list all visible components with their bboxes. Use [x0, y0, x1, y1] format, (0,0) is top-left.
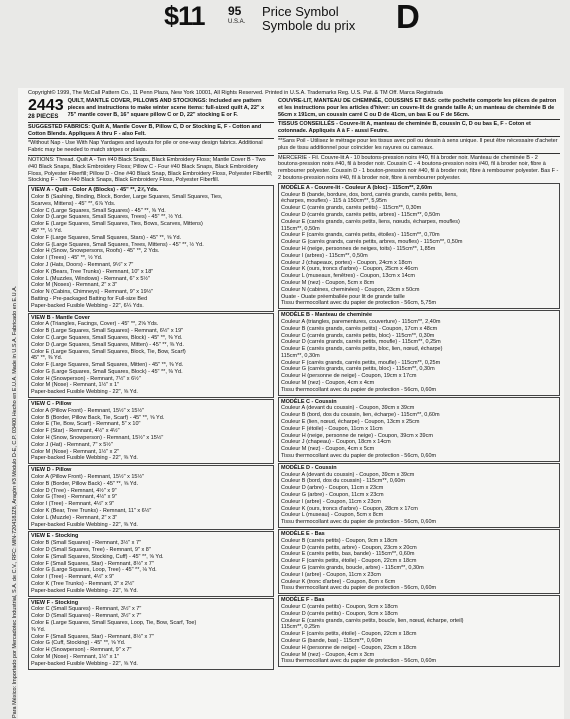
model-line: Couleur E (carrés grands, carrés petits, liens, nœuds, écharpes, moufles): [281, 218, 460, 225]
model-line: Couleur H (personne de neige) - Coupon, 19cm x 17cm: [281, 373, 417, 380]
model-line: Couleur H (neige, personnes de neiges, toits) - 115cm**, 1,85m: [281, 245, 436, 252]
view-line: Color F (Large Squares, Small Squares, Stars) - 45" **, ⅝ Yd.: [31, 234, 182, 241]
model-line: 115cm**, 0,30m: [281, 352, 320, 359]
view-line: Scarves, Mittens) - 45" **, 6⅞ Yds.: [31, 200, 116, 207]
model-line: Couleur E (lien, nœud, écharpe) - Coupon, 13cm x 25cm: [281, 419, 420, 426]
model-line: Couleur L (museaux, fenêtres) - Coupon, 13cm x 14cm: [281, 273, 415, 280]
price-symbol-fr: Symbole du prix: [262, 18, 356, 33]
model-line: Couleur K (ours, troncs d'arbre) - Coupon, 28cm x 17cm: [281, 505, 418, 512]
model-line: Couleur E (carrés grands, carrés petits, bloc, lien, nœud, écharpe): [281, 346, 443, 353]
view-line: Color E (Large Squares, Small Squares, Block, Tie, Bow, Scarf): [31, 348, 186, 355]
view-line: Color E (Small Squares, Stocking, Cuff) - 45" **, ⅝ Yd.: [31, 553, 164, 560]
model-line: Couleur C (carrés petits) - Coupon, 9cm x 18cm: [281, 603, 398, 610]
model-line: Couleur A (devant du coussin) - Coupon, 39cm x 39cm: [281, 471, 415, 478]
model-line: Couleur G (carrés grands, boucle, arbre) - 115cm**, 0,30m: [281, 565, 424, 571]
view-line: Color B (Sashing, Binding, Block, Border, Large Squares, Small Squares, Ties,: [31, 193, 223, 200]
view-line: Color I (Tree) - Remnant, 4½" x 9": [31, 501, 115, 508]
view-line: Color K (Tree Trunks) - Remnant, 3" x 2½": [31, 581, 135, 587]
model-line: Couleur G (carrés grands, carrés petits, bloc) - 115cm**, 0,30m: [281, 366, 435, 373]
view-line: Color C (Small Squares) - Remnant, 3½" x 7": [31, 606, 142, 613]
model-line: écharpes, moufles) - 115 à 150cm**, 5,95m: [281, 198, 387, 205]
view-line: Paper-backed Fusible Webbing - 22", ⅝ Yd.: [31, 660, 138, 667]
import-text: Para México: Importado por Mercadotec Industrial, S.A. de C.V., RFC: MIN-720418JZ8, Aragón #3 Módulo D-E, C.P. 03400 Hecho en E.U.A. Made in U.S.A. Fabricado en E.U.A.: [12, 285, 18, 718]
model-line: Couleur I (arbres) - 115cm**, 0,50m: [281, 252, 368, 259]
view-line: Color M (Nose) - Remnant, 1½" x 1": [31, 382, 119, 389]
model-line: 115cm**, 0,50m: [281, 225, 320, 232]
model-line: Couleur B (carrés grands, carrés petits) - Coupon, 17cm x 48cm: [281, 325, 438, 332]
model-line: Couleur A (devant du coussin) - Coupon, 39cm x 39cm: [281, 405, 415, 412]
model-line: Tissu thermocollant avec du papier de protection - 56cm, 0,60m: [281, 453, 437, 460]
view-block: [28, 598, 274, 670]
price-symbol-letter: D: [396, 0, 420, 35]
model-block: [278, 397, 560, 462]
model-line: Couleur K (tronc d'arbre) - Coupon, 8cm x 6cm: [281, 578, 396, 585]
model-line: Couleur G (arbre) - Coupon, 11cm x 23cm: [281, 492, 384, 499]
view-line: Color E (Large Squares, Small Squares, Ties, Bows, Scarves, Mittens): [31, 221, 203, 228]
view-line: Color J (Hats, Doors) - Remnant, 9½" x 7": [31, 261, 134, 268]
model-line: Couleur M (nez) - Coupon, 5cm x 8cm: [281, 279, 375, 286]
view-line: Paper-backed Fusible Webbing - 22", ⅝ Yd.: [31, 389, 138, 396]
view-line: ⅜ Yd.: [31, 626, 46, 633]
view-line: Color F (Small Squares, Star) - Remnant, 8½" x 7": [31, 560, 154, 567]
model-line: Couleur G (carrés grands, carrés petits, arbres, moufles) - 115cm**, 0,50m: [281, 239, 463, 246]
view-line: Color N (Cabins, Chimneys) - Remnant, 9" x 19½": [31, 289, 154, 296]
view-line: Color A (Triangles, Facings, Cover) - 45" **, 2⅝ Yds.: [31, 321, 159, 328]
price-cents: 95: [228, 4, 242, 18]
french-fabrics: TISSUS CONSEILLÉS - Couvre-lit A, manteau de cheminée B, coussin C, D ou bas E, F - Coton et cotonnade. Appliqués A à F - aussi Feutre.: [278, 121, 531, 135]
price-country: U.S.A.: [228, 19, 246, 25]
view-line: Color I (Trees) - 45" **, ½ Yd.: [31, 255, 103, 262]
model-line: Couleur F (carrés grands, carrés petits, étoiles) - 115cm**, 0,70m: [281, 232, 440, 239]
view-line: Color A (Pillow Front) - Remnant, 15½" x 15½": [31, 407, 145, 414]
view-line: Color G (Large Squares, Loop, Tree) - 45" **, ⅛ Yd.: [31, 567, 157, 574]
model-block: [278, 310, 560, 396]
model-list: [278, 183, 560, 667]
model-line: Couleur G (bande, bas) - 115cm**, 0,60m: [281, 637, 383, 644]
price-dollars: $11: [164, 1, 205, 31]
view-line: Color H (Snowperson) - Remnant, 9" x 7": [31, 647, 132, 654]
view-line: Color J (Hat) - Remnant, 7" x 5½": [31, 441, 113, 448]
view-block: [28, 399, 274, 464]
model-title: MODÈLE E - Bas: [281, 531, 325, 538]
model-line: 115cm**, 0,25m: [281, 624, 320, 631]
view-line: Batting - Pre-packaged Batting for Full-size Bed: [31, 295, 148, 302]
view-line: Color H (Snowperson) - Remnant, 7½" x 6½": [31, 375, 141, 382]
view-line: Color G (Cuff, Stocking) - 45" **, ⅝ Yd.: [31, 640, 126, 647]
view-line: Color D (Large Squares, Small Squares, Trees) - 45" **, ½ Yd.: [31, 214, 183, 221]
pattern-description: QUILT, MANTLE COVER, PILLOWS AND STOCKINGS: Included are pattern pieces and instructions to make winter scene items: full-sized quilt A, 22" x 75" mantle cover B, 16" square pillow C or D, 22" stocking E or F.: [67, 98, 265, 118]
pattern-pieces: 28 PIECES: [28, 114, 59, 120]
model-line: Couleur K (ours, troncs d'arbre) - Coupon, 25cm x 46cm: [281, 266, 418, 273]
model-line: Couleur F (carrés petits, étoile) - Coupon, 22cm x 18cm: [281, 631, 417, 638]
model-line: Couleur F (carrés petits, étoile) - Coupon, 22cm x 18cm: [281, 558, 417, 565]
model-line: Couleur B (bord, dos du coussin, lien, écharpe) - 115cm**, 0,60m: [281, 412, 440, 419]
model-line: Couleur J (chapeaux, portes) - Coupon, 24cm x 18cm: [281, 259, 412, 266]
view-line: Color L (Muzzles, Windows) - Remnant, 6" x 5½": [31, 275, 150, 282]
model-line: Couleur N (cabines, cheminées) - Coupon, 23cm x 50cm: [281, 286, 420, 293]
view-line: Color D (Small Squares) - Remnant, 3½" x 7": [31, 613, 142, 620]
model-line: Couleur D (carrés grands, carrés petits, moufle) - 115cm**, 0,25m: [281, 339, 441, 346]
pattern-header: [28, 98, 274, 121]
model-line: Couleur H (personne de neige) - Coupon, 23cm x 18cm: [281, 644, 417, 651]
view-line: Color F (Star) - Remnant, 4½" x 4½": [31, 428, 120, 435]
price-symbol-label: [262, 5, 355, 33]
model-line: Tissu thermocollant avec du papier de protection - 56cm, 0,60m: [281, 519, 437, 526]
view-block: [28, 313, 274, 399]
view-line: Color B (Large Squares, Small Squares) - Remnant, 6½" x 19": [31, 328, 184, 335]
model-line: Couleur D (carrés petits, arbre) - Coupon, 23cm x 20cm: [281, 544, 417, 551]
english-column: [28, 98, 274, 670]
model-line: Ouate - Ouate préemballée pour lit de grande taille: [281, 293, 405, 300]
view-line: Color D (Large Squares, Small Squares, Mitten) - 45" **, ⅜ Yd.: [31, 341, 184, 348]
copyright-line: Copyright© 1999, The McCall Pattern Co., 11 Penn Plaza, New York 10001, All Rights Reserved. Printed in U.S.A. Trademarks Reg. U.S. Pat. & TM Off. Marca Registrada: [28, 90, 443, 96]
view-line: Color D (Tree) - Remnant, 4½" x 9": [31, 487, 117, 494]
model-title: MODÈLE C - Coussin: [281, 398, 337, 405]
view-title: VIEW F - Stocking: [31, 599, 79, 606]
model-line: Couleur L (museau) - Coupon, 5cm x 8cm: [281, 512, 384, 519]
view-line: Color K (Bears, Tree Trunks) - Remnant, 10" x 18": [31, 268, 154, 275]
french-title: COUVRE-LIT, MANTEAU DE CHEMINÉE, COUSSINS ET BAS: cette pochette comporte les pièces de patron et les instructions pour les articles d'hiver: un couvre-lit de grande taille A; un manteau de cheminée B de 56cm x 191cm, un coussin carré C ou D de 41cm, un bas E ou F de 56cm.: [278, 98, 557, 118]
model-line: Tissu thermocollant avec du papier de protection - 56cm, 5,75m: [281, 300, 437, 307]
model-line: Couleur M (nez) - Coupon, 4cm x 4cm: [281, 380, 375, 387]
view-line: Paper-backed Fusible Webbing - 22", 6¼ Yds.: [31, 302, 144, 309]
view-line: Paper-backed Fusible Webbing - 22", ⅜ Yd.: [31, 521, 138, 528]
price-box: [164, 1, 246, 32]
view-line: 45" **, ½ Yd.: [31, 227, 63, 234]
model-line: Couleur J (chapeau) - Coupon, 18cm x 14cm: [281, 439, 391, 446]
view-line: Color G (Large Squares, Small Squares, Trees, Mittens) - 45" **, ½ Yd.: [31, 241, 204, 248]
view-line: Color H (Snow, Snowperson) - Remnant, 15½" x 15½": [31, 435, 164, 442]
model-line: Couleur C (carrés grands, carrés petits, bloc) - 115cm**, 0,30m: [281, 332, 435, 339]
french-nap-note: **Sans Poil - Utilisez le métrage pour les tissus avec poil ou dessin à sens unique. Il peut être nécessaire d'acheter plus de tissu additionnel pour coïncider les rayures ou carreaux.: [278, 137, 558, 151]
model-line: Couleur D (arbre) - Coupon, 11cm x 23cm: [281, 485, 384, 492]
french-notions: MERCERIE - Fil. Couvre-lit A - 10 boutons-pression noirs #40, fil à broder noir. Manteau de cheminée B - 2 boutons-pression noirs #40, fil à broder noir. Coussin C - 4 boutons-pression noirs #40, fil à broder noir, fibre à rembourrer polyester. Coussin D - 1 bouton-pression noir #40, fil à broder noir, fibre à rembourrer polyester. Bas F - 2 boutons-pression noirs #40, fil à broder noir, fibre à rembourrer polyester.: [278, 154, 559, 181]
model-block: [278, 183, 560, 309]
model-line: Couleur F (carrés grands, carrés petits, moufle) - 115cm**, 0,25m: [281, 359, 441, 366]
model-block: [278, 529, 560, 594]
model-line: Couleur B (bande, bordure, dos, bord, carrés grands, carrés petits, liens,: [281, 191, 458, 198]
view-line: Color B (Small Squares) - Remnant, 3½" x 7": [31, 540, 141, 547]
view-line: Color E (Tie, Bow, Scarf) - Remnant, 5" x 10": [31, 421, 141, 428]
view-line: Color B (Border, Pillow Back, Tie, Scarf) - 45" **, ⅝ Yd.: [31, 414, 165, 421]
import-sidebar: [2, 100, 16, 719]
suggested-fabrics: SUGGESTED FABRICS: Quilt A, Mantle Cover B, Pillow C, D or Stocking E, F - Cotton and Cotton Blends. Appliques A thru F - also Felt.: [28, 123, 262, 137]
model-line: Couleur E (carrés petits, bas, bande) - 115cm**, 0,60m: [281, 551, 415, 558]
view-line: Color M (Noses) - Remnant, 2" x 3": [31, 282, 118, 289]
view-line: Color A (Pillow Front) - Remnant, 15½" x 15½": [31, 474, 145, 481]
view-title: VIEW D - Pillow: [31, 467, 72, 474]
view-line: Color M (Nose) - Remnant, 1½" x 2": [31, 448, 119, 455]
view-line: Color G (Large Squares, Small Squares, Block) - 45" **, ⅜ Yd.: [31, 368, 183, 375]
view-block: [28, 531, 274, 596]
view-line: Color I (Tree) - Remnant, 4½" x 9": [31, 574, 115, 581]
model-line: Tissu thermocollant avec du papier de protection - 56cm, 0,60m: [281, 585, 437, 592]
model-title: MODÈLE D - Coussin: [281, 464, 337, 471]
view-line: Color F (Large Squares, Small Squares, Mitten) - 45" **, ⅜ Yd.: [31, 362, 184, 369]
model-line: Couleur E (carrés grands, carrés petits, boucle, lien, nœud, écharpe, orteil): [281, 617, 464, 624]
model-line: Couleur I (arbre) - Coupon, 11cm x 23cm: [281, 571, 381, 578]
model-line: Couleur A (triangles, parementures, couverture) - 115cm**, 2,40m: [281, 318, 441, 325]
model-line: Tissu thermocollant avec du papier de protection - 56cm, 0,60m: [281, 658, 437, 665]
view-line: Color B (Border, Pillow Back) - 45" **, ⅝ Yd.: [31, 480, 139, 487]
view-line: Color K (Bear, Tree Trunks) - Remnant, 11" x 6½": [31, 508, 152, 515]
model-title: MODÈLE F - Bas: [281, 597, 325, 604]
view-title: VIEW C - Pillow: [31, 401, 72, 408]
view-line: Color F (Small Squares, Star) - Remnant, 8½" x 7": [31, 633, 154, 640]
model-block: [278, 595, 560, 667]
view-block: [28, 465, 274, 530]
view-block: [28, 185, 274, 311]
nap-note: *Without Nap - Use With Nap Yardages and layouts for pile or one-way design fabrics. Additional Fabric may be needed to match stripes or plaids.: [28, 140, 263, 154]
view-line: Paper-backed Fusible Webbing - 22", ⅝ Yd.: [31, 587, 138, 594]
model-line: Couleur B (carrés petits) - Coupon, 9cm x 18cm: [281, 537, 398, 544]
french-column: [278, 98, 560, 667]
model-line: Couleur D (carrés petits) - Coupon, 9cm x 18cm: [281, 610, 398, 617]
view-line: Color C (Large Squares, Small Squares) - 45" **, ⅝ Yd.: [31, 207, 166, 214]
model-title: MODÈLE A - Couvre-lit - Couleur A (bloc) - 115cm**, 2,60m: [281, 184, 433, 191]
model-line: Couleur F (étoile) - Coupon, 11cm x 11cm: [281, 425, 383, 432]
view-line: Color C (Large Squares, Small Squares, Block) - 45" **, ⅜ Yd.: [31, 334, 183, 341]
model-line: Couleur I (arbre) - Coupon, 11cm x 23cm: [281, 498, 381, 505]
view-line: Color G (Tree) - Remnant, 4½" x 9": [31, 494, 117, 501]
model-line: Couleur M (nez) - Coupon, 4cm x 3cm: [281, 651, 375, 658]
model-line: Tissu thermocollant avec du papier de protection - 56cm, 0,60m: [281, 386, 437, 393]
model-title: MODÈLE B - Manteau de cheminée: [281, 312, 373, 319]
view-line: Color E (Large Squares, Small Squares, Loop, Tie, Bow, Scarf, Toe): [31, 619, 197, 626]
view-line: Color H (Snow, Snowpersons, Roofs) - 45" **, 2 Yds.: [31, 248, 160, 255]
view-line: 45" **, ⅜ Yd.: [31, 355, 63, 362]
model-line: Couleur C (carrés grands, carrés petits) - 115cm**, 0,30m: [281, 205, 422, 212]
view-line: Color D (Small Squares, Tree) - Remnant, 9" x 8": [31, 547, 151, 554]
model-block: [278, 463, 560, 528]
view-title: VIEW A - Quilt - Color A (Blocks) - 45" **, 2⅞ Yds.: [31, 187, 159, 194]
view-line: Paper-backed Fusible Webbing - 22", ⅜ Yd.: [31, 455, 138, 462]
view-title: VIEW B - Mantle Cover: [31, 314, 90, 321]
notions: NOTIONS: Thread. Quilt A - Ten #40 Black Snaps, Black Embroidery Floss; Mantle Cover B - Two #40 Black Snaps, Black Embroidery Floss; Pillow C - Four #40 Black Snaps, Black Embroidery Floss, Polyester Fiberfill; Pillow D - One #40 Black Snap, Black Embroidery Floss, Polyester Fiberfill; Stocking F - Two #40 Black Snaps, Black Embroidery Floss, Polyester Fiberfill.: [28, 156, 273, 184]
model-line: Couleur H (neige, personne de neige) - Coupon, 39cm x 39cm: [281, 432, 433, 439]
pattern-number: 2443: [28, 97, 64, 114]
view-title: VIEW E - Stocking: [31, 533, 79, 540]
view-line: Color L (Muzzle) - Remnant, 2" x 3": [31, 514, 118, 521]
model-line: Couleur B (bord, dos du coussin) - 115cm**, 0,60m: [281, 478, 406, 485]
model-line: Couleur M (nez) - Coupon, 4cm x 5cm: [281, 446, 375, 453]
model-line: Couleur D (carrés grands, carrés petits, arbres) - 115cm**, 0,50m: [281, 211, 440, 218]
price-symbol-en: Price Symbol: [262, 4, 339, 19]
view-line: Color M (Nose) - Remnant, 1½" x 1": [31, 653, 119, 660]
view-list: [28, 185, 274, 669]
